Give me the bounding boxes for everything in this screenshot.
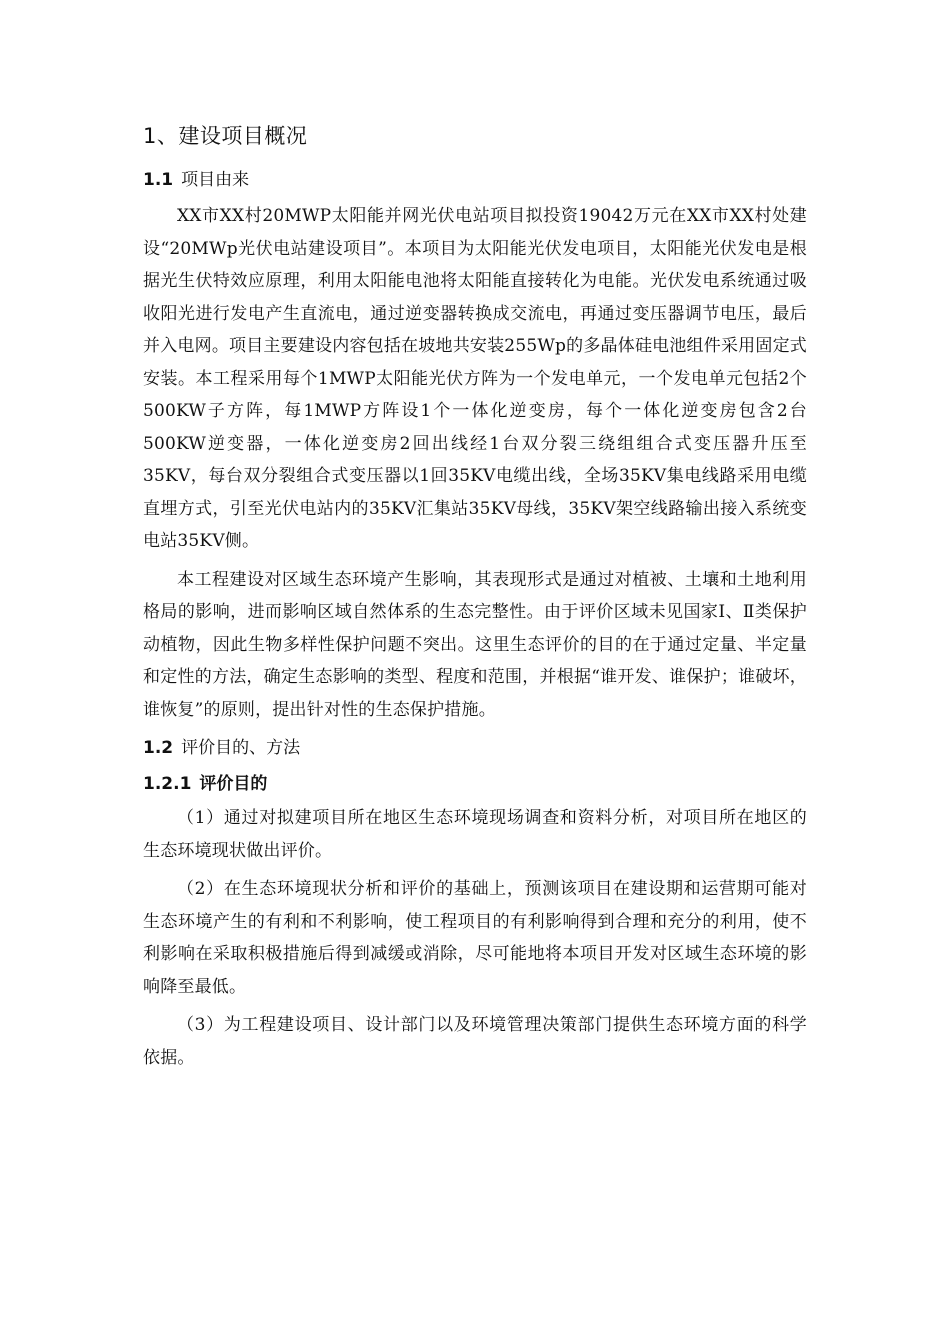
paragraph-ecological-impact: 本工程建设对区域生态环境产生影响，其表现形式是通过对植被、土壤和土地利用格局的影响，进而影响区域自然体系的生态完整性。由于评价区域未见国家Ⅰ、Ⅱ类保护动植物，因此生物多样性保护问题不突出。这里生态评价的目的在于通过定量、半定量和定性的方法，确定生态影响的类型、程度和范围，并根据“谁开发、谁保护；谁破坏，谁恢复”的原则，提出针对性的生态保护措施。 <box>143 569 807 720</box>
subsubsection-heading-1-2-1 <box>143 768 807 800</box>
paragraph-purpose-3: （3）为工程建设项目、设计部门以及环境管理决策部门提供生态环境方面的科学依据。 <box>143 1015 807 1068</box>
subsubsection-title: 评价目的 <box>199 774 268 794</box>
section-heading-1: 1、建设项目概况 <box>143 124 308 148</box>
subsection-title: 评价目的、方法 <box>181 738 301 758</box>
subsection-number: 1.2 <box>143 738 174 758</box>
paragraph-project-origin: XX市XX村20MWP太阳能并网光伏电站项目拟投资19042万元在XX市XX村处建设“20MWp光伏电站建设项目”。本项目为太阳能光伏发电项目，太阳能光伏发电是根据光生伏特效应原理，利用太阳能电池将太阳能直接转化为电能。光伏发电系统通过吸收阳光进行发电产生直流电，通过逆变器转换成交流电，再通过变压器调节电压，最后并入电网。项目主要建设内容包括在坡地共安装255Wp的多晶体硅电池组件采用固定式安装。本工程采用每个1MWP太阳能光伏方阵为一个发电单元，一个发电单元包括2个500KW子方阵，每1MWP方阵设1个一体化逆变房，每个一体化逆变房包含2台500KW逆变器，一体化逆变房2回出线经1台双分裂三绕组组合式变压器升压至35KV，每台双分裂组合式变压器以1回35KV电缆出线，全场35KV集电线路采用电缆直埋方式，引至光伏电站内的35KV汇集站35KV母线，35KV架空线路输出接入系统变电站35KV侧。 <box>143 206 807 551</box>
paragraph-purpose-2: （2）在生态环境现状分析和评价的基础上，预测该项目在建设期和运营期可能对生态环境产生的有利和不利影响，使工程项目的有利影响得到合理和充分的利用，使不利影响在采取积极措施后得到减缓或消除，尽可能地将本项目开发对区域生态环境的影响降至最低。 <box>143 879 807 997</box>
subsection-heading-1-2 <box>143 732 807 764</box>
subsection-number: 1.1 <box>143 170 174 190</box>
paragraph-purpose-1: （1）通过对拟建项目所在地区生态环境现场调查和资料分析，对项目所在地区的生态环境现状做出评价。 <box>143 808 807 861</box>
subsection-title: 项目由来 <box>181 170 250 190</box>
subsubsection-number: 1.2.1 <box>143 774 192 794</box>
document-body <box>143 118 807 1080</box>
subsection-heading-1-1 <box>143 164 807 196</box>
